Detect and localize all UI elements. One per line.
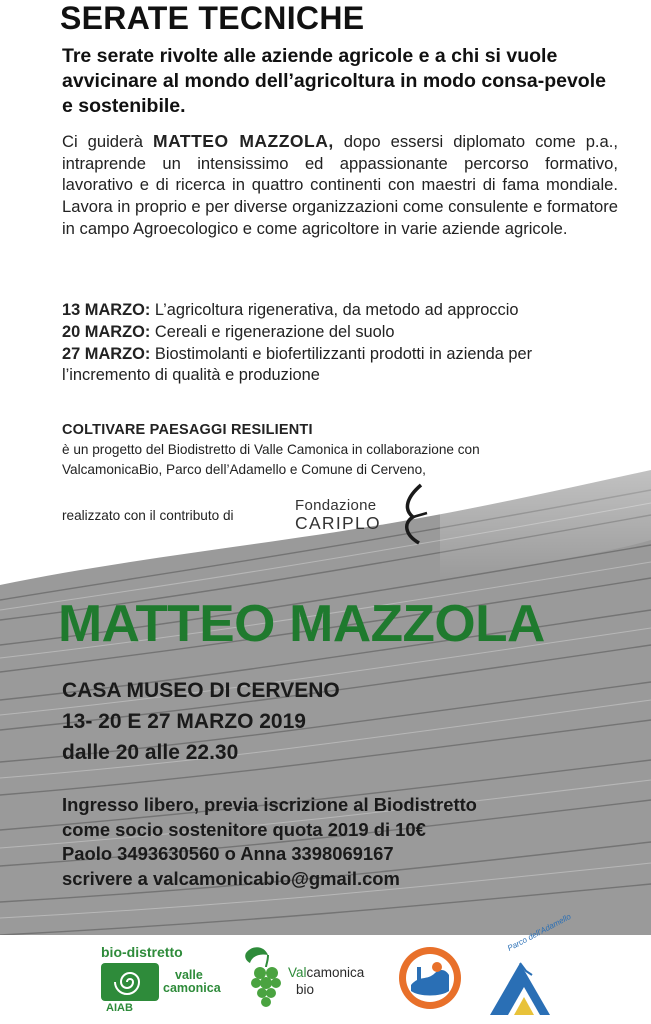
parco-label: Parco dell'Adamello — [506, 911, 573, 953]
valcamonicabio-rest: camonica — [306, 965, 365, 980]
schedule-list — [62, 300, 622, 387]
mountain-icon — [480, 941, 570, 1021]
partner-logos — [0, 911, 651, 1024]
valcamonicabio-logo — [238, 943, 378, 1013]
cariplo-mark-icon — [397, 483, 433, 545]
project-block — [62, 420, 622, 480]
aiab-label: AIAB — [106, 1002, 133, 1014]
schedule-date: 13 MARZO: — [62, 301, 151, 319]
fondazione-cariplo-logo — [295, 483, 435, 545]
schedule-item — [62, 322, 622, 344]
biodistretto-valle: valle — [175, 968, 203, 982]
page-title: SERATE TECNICHE — [60, 0, 365, 36]
schedule-date: 20 MARZO: — [62, 322, 151, 341]
biodistretto-camonica: camonica — [163, 981, 221, 995]
schedule-date: 27 MARZO: — [62, 344, 151, 363]
speaker-bio — [62, 131, 618, 240]
project-line: ValcamonicaBio, Parco dell’Adamello e Comune di Cerveno, — [62, 462, 426, 477]
event-dates: 13- 20 E 27 MARZO 2019 — [62, 710, 306, 733]
project-title: COLTIVARE PAESAGGI RESILIENTI — [62, 422, 313, 438]
event-details — [62, 675, 340, 768]
info-line: come socio sostenitore quota 2019 di 10€ — [62, 818, 426, 840]
parco-adamello-logo — [480, 911, 573, 1021]
event-venue: CASA MUSEO DI CERVENO — [62, 679, 340, 702]
bio-text: dopo essersi diplomato come p.a., intraprende un intensissimo ed appassionante percorso formativo, lavorativo e di ricerca in quattro continenti con maestri di fama mondiale. Lavora in proprio e per diverse organizzazioni come consulente e formatore in campo Agroecologico e come agricoltore in varie aziende agricole. — [62, 132, 618, 238]
schedule-topic: Cereali e rigenerazione del suolo — [154, 322, 395, 341]
info-line: Ingresso libero, previa iscrizione al Biodistretto — [62, 794, 477, 815]
biodistretto-title: bio-distretto — [101, 944, 183, 960]
biodistretto-subtitle — [163, 969, 221, 995]
contact-email: scrivere a valcamonicabio@gmail.com — [62, 867, 400, 889]
grape-leaf-icon — [238, 943, 292, 1009]
sponsor-text: realizzato con il contributo di — [62, 508, 234, 523]
cariplo-logo-line1: Fondazione — [295, 497, 377, 514]
project-line: è un progetto del Biodistretto di Valle Camonica in collaborazione con — [62, 442, 480, 457]
comune-circle-logo — [397, 945, 463, 1011]
valcamonicabio-name — [288, 965, 364, 980]
contact-phones: Paolo 3493630560 o Anna 3398069167 — [62, 843, 394, 864]
event-time: dalle 20 alle 22.30 — [62, 741, 239, 764]
valcamonicabio-prefix: Val — [288, 965, 307, 980]
cariplo-logo-line2: CARIPLO — [295, 513, 381, 533]
bio-speaker-name: MATTEO MAZZOLA, — [153, 131, 334, 151]
speaker-headline: MATTEO MAZZOLA — [58, 595, 545, 653]
intro-text: Tre serate rivolte alle aziende agricole e a chi si vuole avvicinare al mondo dell’agricoltura in modo consa-pevole e sostenibile. — [62, 45, 606, 117]
schedule-topic: L’agricoltura rigenerativa, da metodo ad approccio — [154, 301, 519, 319]
schedule-topic: Biostimolanti e biofertilizzanti prodotti in azienda per l’incremento di qualità e produzione — [62, 344, 533, 385]
valcamonicabio-bio: bio — [296, 982, 315, 997]
registration-info — [62, 793, 477, 891]
spiral-icon — [101, 963, 159, 1001]
schedule-item — [62, 300, 622, 322]
schedule-item — [62, 344, 622, 388]
bio-lead: Ci guiderà — [62, 132, 144, 151]
biodistretto-logo — [93, 941, 221, 1017]
